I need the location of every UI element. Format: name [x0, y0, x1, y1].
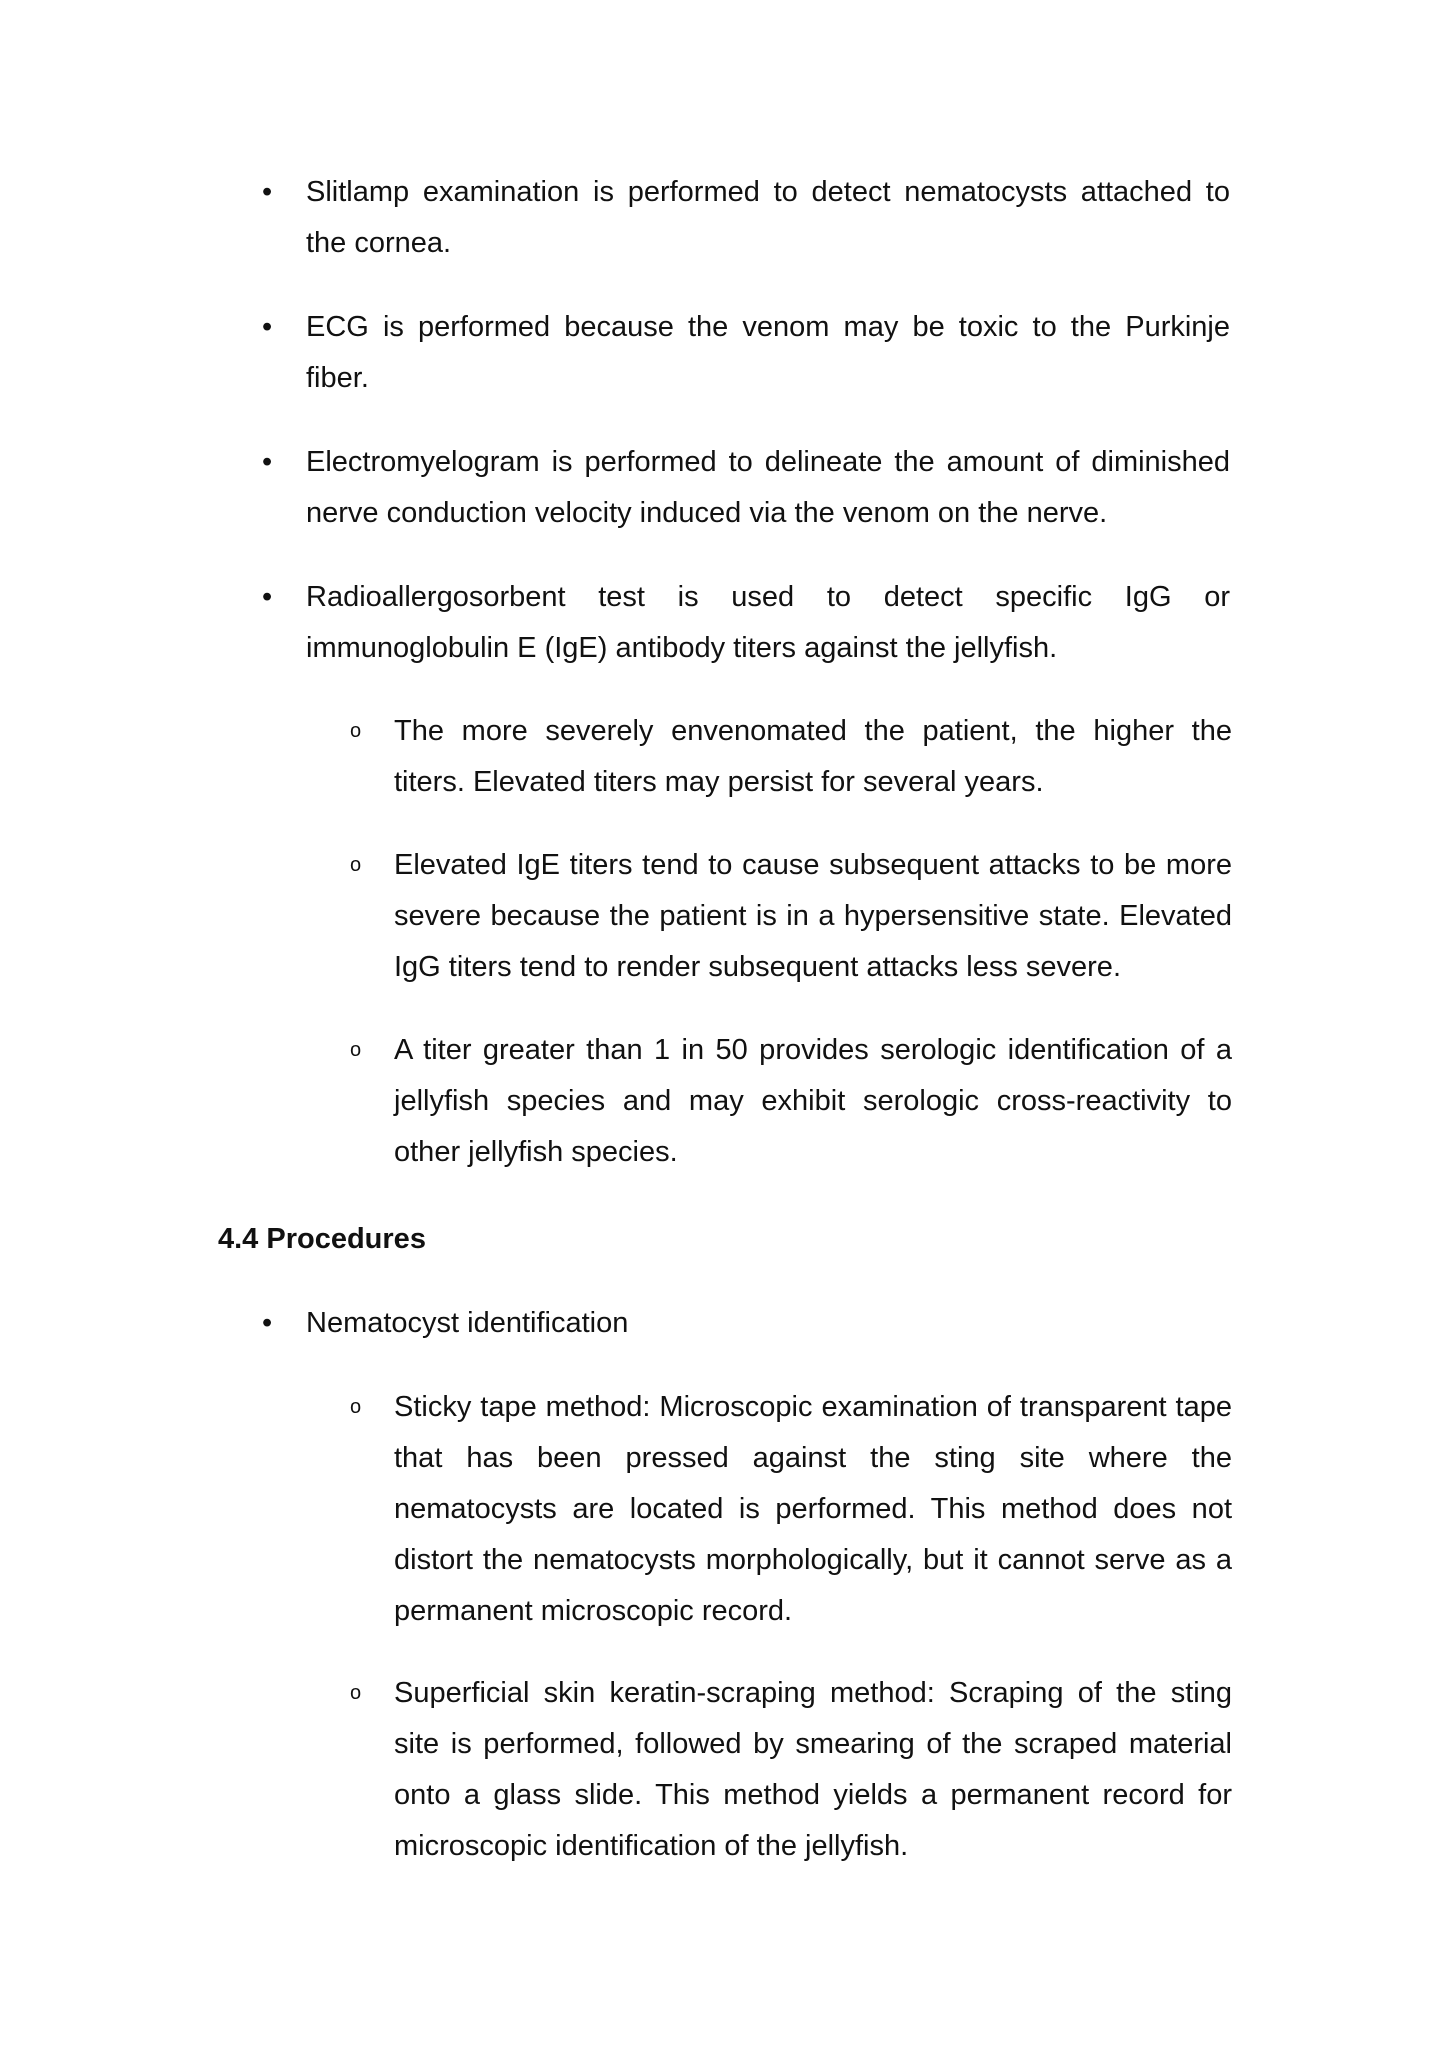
sub-bullet-icon: o [350, 1682, 362, 1704]
bullet-icon: • [262, 176, 273, 208]
bullet-icon: • [262, 581, 273, 613]
list-item: ECG is performed because the venom may be toxic to the Purkinje fiber. [306, 311, 1230, 394]
list-item: Nematocyst identification [306, 1307, 629, 1339]
sub-list-item: Sticky tape method: Microscopic examination of transparent tape that has been pressed against the sting site where the nematocysts are located is performed. This method does not distort the nematocysts morphologically, but it cannot serve as a permanent microscopic record. [394, 1391, 1232, 1627]
sub-bullet-icon: o [350, 854, 362, 876]
list-item: Radioallergosorbent test is used to detect specific IgG or immunoglobulin E (IgE) antibody titers against the jellyfish. [306, 581, 1230, 664]
sub-list-item: The more severely envenomated the patient, the higher the titers. Elevated titers may persist for several years. [394, 715, 1232, 798]
bullet-icon: • [262, 1307, 273, 1339]
sub-bullet-icon: o [350, 1039, 362, 1061]
sub-bullet-icon: o [350, 720, 362, 742]
sub-bullet-icon: o [350, 1396, 362, 1418]
sub-list-item: A titer greater than 1 in 50 provides serologic identification of a jellyfish species and may exhibit serologic cross-reactivity to other jellyfish species. [394, 1034, 1232, 1168]
list-item: Electromyelogram is performed to delineate the amount of diminished nerve conduction velocity induced via the venom on the nerve. [306, 446, 1230, 529]
sub-list-item: Elevated IgE titers tend to cause subsequent attacks to be more severe because the patient is in a hypersensitive state. Elevated IgG titers tend to render subsequent attacks less severe. [394, 849, 1232, 983]
sub-list-item: Superficial skin keratin-scraping method: Scraping of the sting site is performed, followed by smearing of the scraped material onto a glass slide. This method yields a permanent record for microscopic identification of the jellyfish. [394, 1677, 1232, 1862]
bullet-icon: • [262, 311, 273, 343]
section-heading: 4.4 Procedures [218, 1223, 426, 1255]
bullet-icon: • [262, 446, 273, 478]
list-item: Slitlamp examination is performed to detect nematocysts attached to the cornea. [306, 176, 1230, 259]
